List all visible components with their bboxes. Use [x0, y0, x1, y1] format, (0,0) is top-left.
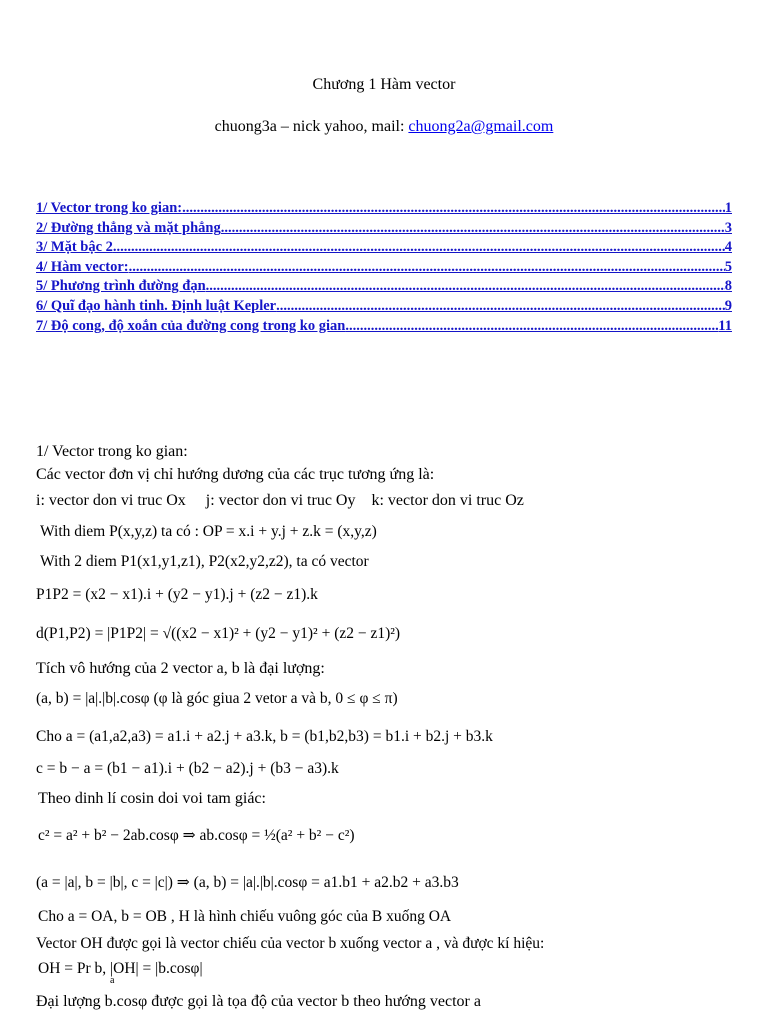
table-of-contents — [36, 200, 732, 337]
toc-item-6[interactable]: 6/ Quĩ đạo hành tinh. Định luật Kepler ..... 9 — [36, 298, 732, 318]
eq-p1p2: P1P2 = (x2 − x1).i + (y2 − y1).j + (z2 − z1).k — [36, 586, 318, 603]
text-dot-product: Tích vô hướng của 2 vector a, b là đại lượng: — [36, 660, 325, 677]
text-cosine-law: Theo dinh lí cosin doi voi tam giác: — [38, 790, 266, 807]
eq-two-points: With 2 diem P1(x1,y1,z1), P2(x2,y2,z2), ta có vector — [40, 553, 369, 570]
author-line — [0, 118, 768, 136]
eq-projection-sub: a — [110, 975, 115, 986]
toc-item-5[interactable]: 5/ Phương trình đường đạn ..... 8 — [36, 278, 732, 298]
section-heading: 1/ Vector trong ko gian: — [36, 443, 188, 460]
toc-item-7[interactable]: 7/ Độ cong, độ xoắn của đường cong trong ko gian ..... 11 — [36, 318, 732, 338]
email-link[interactable]: chuong2a@gmail.com — [408, 118, 554, 135]
toc-item-4[interactable]: 4/ Hàm vector: ..... 5 — [36, 259, 732, 279]
toc-item-1[interactable]: 1/ Vector trong ko gian: ..... 1 — [36, 200, 732, 220]
eq-dot-definition: (a, b) = |a|.|b|.cosφ (φ là góc giua 2 vetor a và b, 0 ≤ φ ≤ π) — [36, 690, 398, 707]
page-title: Chương 1 Hàm vector — [312, 76, 456, 93]
eq-dot-result: (a = |a|, b = |b|, c = |c|) ⇒ (a, b) = |a|.|b|.cosφ = a1.b1 + a2.b2 + a3.b3 — [36, 874, 459, 891]
eq-cosine: c² = a² + b² − 2ab.cosφ ⇒ ab.cosφ = ½(a² + b² − c²) — [38, 827, 355, 844]
eq-point-vector: With diem P(x,y,z) ta có : OP = x.i + y.j + z.k = (x,y,z) — [40, 523, 377, 540]
text-axis-vectors: i: vector don vi truc Ox j: vector don vi truc Oy k: vector don vi truc Oz — [36, 492, 524, 509]
text-projection-vector: Vector OH được gọi là vector chiếu của vector b xuống vector a , và được kí hiệu: — [36, 935, 545, 952]
eq-projection: OH = Pr b, |OH| = |b.cosφ| — [38, 960, 203, 977]
author-prefix: chuong3a – nick yahoo, mail: — [214, 118, 409, 135]
text-unit-vectors: Các vector đơn vị chỉ hướng dương của các trục tương ứng là: — [36, 466, 435, 483]
eq-difference: c = b − a = (b1 − a1).i + (b2 − a2).j + (b3 − a3).k — [36, 760, 339, 777]
toc-item-3[interactable]: 3/ Mặt bậc 2 ..... 4 — [36, 239, 732, 259]
eq-projection-setup: Cho a = OA, b = OB , H là hình chiếu vuông góc của B xuống OA — [38, 908, 452, 925]
text-coordinate: Đại lượng b.cosφ được gọi là tọa độ của vector b theo hướng vector a — [36, 993, 481, 1010]
toc-item-2[interactable]: 2/ Đường thẳng và mặt phẳng ..... 3 — [36, 220, 732, 240]
eq-components: Cho a = (a1,a2,a3) = a1.i + a2.j + a3.k, b = (b1,b2,b3) = b1.i + b2.j + b3.k — [36, 728, 493, 745]
eq-distance: d(P1,P2) = |P1P2| = √((x2 − x1)² + (y2 − y1)² + (z2 − z1)²) — [36, 625, 401, 642]
